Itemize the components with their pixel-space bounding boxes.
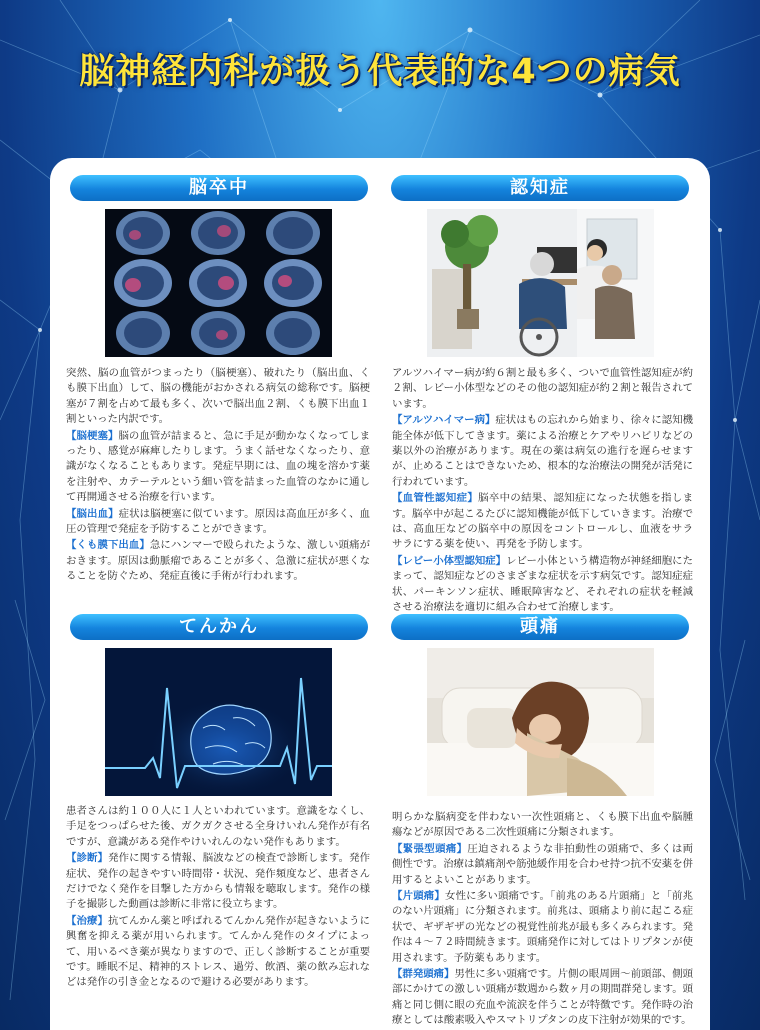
dementia-item-text: レビー小体という構造物が神経細胞にたまって、認知症などのさまざまな症状を示す病気です。認知症症状、パーキンソン症状、睡眠障害など、それぞれの症状を軽減させる治療法を適切に組み合わせて治療します。 [392, 554, 693, 614]
dementia-item-text: 脳卒中の結果、認知症になった状態を指します。脳卒中が起こるたびに認知機能が低下していきます。治療では、高血圧などの脳卒中の原因をコントロールし、血液をサラサラにする薬を使い、再発を予防します。 [392, 492, 694, 551]
dementia-care-photo [427, 209, 654, 357]
stroke-text [66, 366, 370, 586]
dementia-intro: アルツハイマー病が約６割と最も多く、ついで血管性認知症が約２割、レビー小体型などのその他の認知症が約２割と報告されています。 [392, 367, 693, 410]
stroke-item-term: 【脳梗塞】 [66, 429, 119, 442]
headache-item-term: 【緊張型頭痛】 [392, 842, 468, 855]
stroke-item-term: 【くも膜下出血】 [66, 539, 150, 552]
headache-item [392, 889, 693, 966]
section-heading-epilepsy: てんかん [70, 614, 368, 640]
stroke-intro: 突然、脳の血管がつまったり（脳梗塞）、破れたり（脳出血、くも膜下出血）して、脳の機能がおかされる病気の総称です。脳梗塞が７割を占めて最も多く、次いで脳出血２割、くも膜下出血１割といった内訳です。 [66, 367, 370, 426]
section-heading-headache: 頭痛 [391, 614, 689, 640]
epilepsy-item [66, 914, 370, 991]
stroke-item-text: 急にハンマーで殴られたような、激しい頭痛がおきます。原因は動脈瘤であることが多く、急激に症状が悪くなることを防ぐため、発症直後に手術が行われます。 [66, 539, 371, 583]
stroke-item [66, 507, 370, 538]
dementia-item-text: 症状はもの忘れから始まり、徐々に認知機能全体が低下してきます。薬による治療とケアやリハビリなどの薬以外の治療があります。現在の薬は病気の進行を遅らせますが、止めることはできないため、根本的な治療法の開発が活発に行われています。 [392, 414, 694, 488]
headache-item [392, 967, 693, 1029]
epilepsy-item-text: 抗てんかん薬と呼ばれるてんかん発作が起きないように興奮を抑える薬が用いられます。てんかん発作のタイプによって、用いるべき薬が異なりますので、正しく診断することが重要です。睡眠不足、精神的ストレス、過労、飲酒、薬の飲み忘れなどは発作の引き金となるので避ける必要があります。 [66, 914, 370, 989]
dementia-item [392, 413, 693, 490]
stroke-item-text: 症状は脳梗塞に似ています。原因は高血圧が多く、血圧の管理で発症を予防することができます。 [66, 507, 370, 536]
epilepsy-item-term: 【診断】 [66, 852, 109, 865]
brain-ct-scan-image [105, 209, 332, 357]
page-title: 脳神経内科が扱う代表的な4つの病気 [79, 52, 681, 92]
dementia-item-term: 【アルツハイマー病】 [392, 414, 496, 427]
epilepsy-intro: 患者さんは約１００人に１人といわれています。意識をなくし、手足をつっぱらせた後、ガクガクさせる全身けいれん発作が有名ですが、意識がある発作やけいれんのない発作もあります。 [66, 805, 370, 848]
headache-item-term: 【群発頭痛】 [392, 968, 455, 981]
headache-text [392, 810, 693, 1030]
section-heading-dementia: 認知症 [391, 175, 689, 201]
dementia-item [392, 554, 693, 616]
stroke-item-text: 脳の血管が詰まると、急に手足が動かなくなってしまったり、感覚が麻痺したりします。うまく話せなくなったり、意識がなくなることもあります。発症早期には、血の塊を溶かす薬を注射や、カテーテルという細い管を詰まった血管のなかに通して再開通させる治療を行います。 [66, 429, 371, 504]
headache-item-term: 【片頭痛】 [392, 890, 445, 903]
brain-wave-illustration [105, 648, 332, 796]
headache-woman-photo [427, 648, 654, 796]
headache-item [392, 842, 693, 888]
dementia-text [392, 366, 693, 617]
dementia-item-term: 【血管性認知症】 [392, 492, 479, 505]
headache-item-text: 圧迫されるような非拍動性の頭痛で、多くは両側性です。治療は鎮痛剤や筋弛緩作用を合わせ持つ抗不安薬を併用するとよいことがあります。 [392, 842, 694, 886]
epilepsy-text [66, 804, 370, 992]
headache-item-text: 女性に多い頭痛です。「前兆のある片頭痛」と「前兆のない片頭痛」に分類されます。前兆は、頭痛より前に起こる症状で、ギザギザの光などの視覚性前兆が最も多くみられます。発作は４～７２時間続きます。頭痛発作に対してはトリプタンが使用されます。予防薬もあります。 [392, 890, 694, 964]
stroke-item [66, 429, 370, 506]
epilepsy-item-term: 【治療】 [66, 914, 108, 927]
dementia-item-term: 【レビー小体型認知症】 [392, 554, 507, 567]
epilepsy-item-text: 発作に関する情報、脳波などの検査で診断します。発作症状、発作の起きやすい時間帯・状況、発作頻度など、患者さんだけでなく発作を目撃した方からも情報を聴取します。発作の様子を撮影した動画は診断に非常に役立ちます。 [66, 852, 370, 911]
dementia-item [392, 491, 693, 553]
headache-intro: 明らかな脳病変を伴わない一次性頭痛と、くも膜下出血や脳腫瘍などが原因である二次性頭痛に分類されます。 [392, 811, 693, 839]
headache-item-text: 男性に多い頭痛です。片側の眼周囲～前頭部、側頭部にかけての激しい頭痛が数週から数ヶ月の期間群発します。頭痛と同じ側に眼の充血や流涙を伴うことが特徴です。発作時の治療としては酸素吸入やスマトリプタンの皮下注射が効果的です。 [392, 968, 693, 1027]
section-heading-stroke: 脳卒中 [70, 175, 368, 201]
epilepsy-item [66, 851, 370, 913]
stroke-item [66, 538, 370, 584]
stroke-item-term: 【脳出血】 [66, 507, 119, 520]
